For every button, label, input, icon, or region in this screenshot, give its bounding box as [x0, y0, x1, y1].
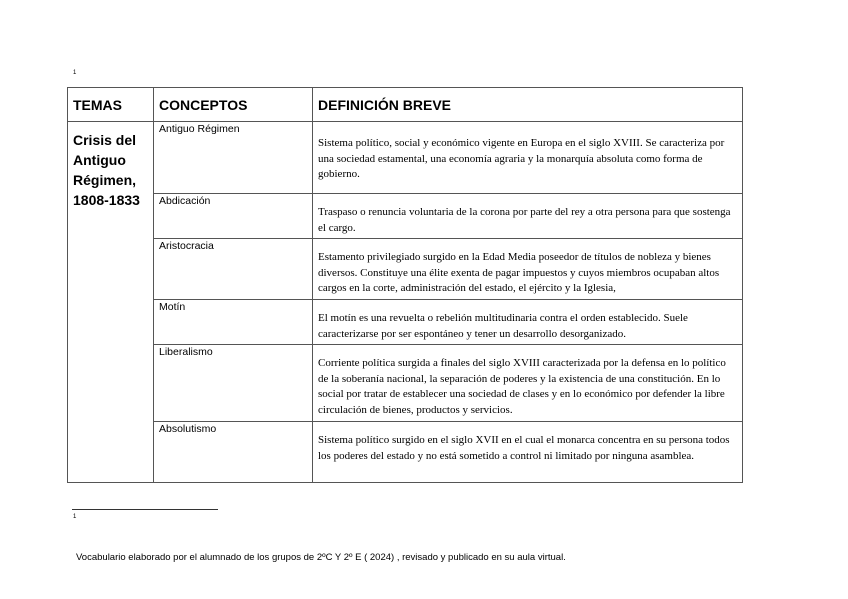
tema-cell: Crisis del Antiguo Régimen, 1808-1833 [68, 122, 154, 483]
concept-cell: Antiguo Régimen [154, 122, 313, 194]
footnote-marker-top: 1 [73, 70, 77, 76]
concept-cell: Motín [154, 300, 313, 345]
table-row [68, 300, 743, 345]
definition-cell: Sistema político, social y económico vigente en Europa en el siglo XVIII. Se caracteriza por una sociedad estamental, una economía agraria y la monarquía absoluta como forma de gobierno. [313, 122, 743, 194]
table-row [68, 194, 743, 239]
definition-cell: Corriente política surgida a finales del siglo XVIII caracterizada por la defensa en lo político de la soberanía nacional, la separación de poderes y la existencia de una constitución. En lo social por tratar de establecer una sociedad de clases y en lo económico por defender la libre circulación de bienes, productos y servicios. [313, 345, 743, 422]
table-row [68, 345, 743, 422]
concept-cell: Absolutismo [154, 422, 313, 483]
header-definicion: DEFINICIÓN BREVE [313, 88, 743, 122]
table-row [68, 122, 743, 194]
footnote-text: Vocabulario elaborado por el alumnado de los grupos de 2ºC Y 2º E ( 2024) , revisado y publicado en su aula virtual. [76, 552, 566, 563]
header-temas: TEMAS [68, 88, 154, 122]
definition-cell: Traspaso o renuncia voluntaria de la corona por parte del rey a otra persona para que sostenga el cargo. [313, 194, 743, 239]
footnote-marker-bottom: 1 [73, 514, 77, 520]
header-conceptos: CONCEPTOS [154, 88, 313, 122]
definition-cell: Estamento privilegiado surgido en la Edad Media poseedor de títulos de nobleza y bienes diversos. Constituye una élite exenta de pagar impuestos y cuyos miembros ocupaban altos cargos en la corte, administración del estado, el ejército y la Iglesia, [313, 239, 743, 300]
concept-cell: Aristocracia [154, 239, 313, 300]
table-row [68, 239, 743, 300]
definition-cell: Sistema político surgido en el siglo XVII en el cual el monarca concentra en su persona todos los poderes del estado y no está sometido a control ni limitado por ninguna asamblea. [313, 422, 743, 483]
table-row [68, 422, 743, 483]
table-header-row [68, 88, 743, 122]
footnote-separator [72, 509, 218, 510]
concept-cell: Abdicación [154, 194, 313, 239]
vocabulary-table [67, 87, 743, 483]
definition-cell: El motín es una revuelta o rebelión multitudinaria contra el orden establecido. Suele caracterizarse por ser espontáneo y tener un desarrollo desorganizado. [313, 300, 743, 345]
concept-cell: Liberalismo [154, 345, 313, 422]
